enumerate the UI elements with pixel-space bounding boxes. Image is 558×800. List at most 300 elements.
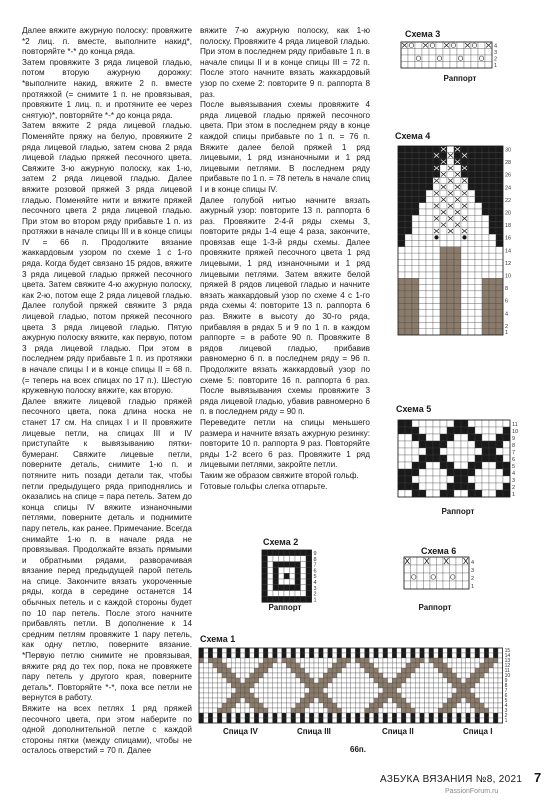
chart-cell [240, 718, 245, 723]
chart-cell [496, 241, 503, 247]
chart-cell [328, 668, 333, 673]
chart-row-number: 2 [504, 713, 508, 720]
chart-cell [374, 653, 379, 658]
chart-cell [405, 241, 412, 247]
chart-cell [213, 673, 218, 678]
chart-cell [342, 678, 347, 683]
schema2-title: Схема 2 [263, 537, 299, 547]
chart-cell [388, 673, 393, 678]
chart-cell [454, 420, 461, 427]
chart-cell [475, 329, 482, 335]
chart-cell [240, 653, 245, 658]
chart-cell [496, 253, 503, 259]
chart-cell [282, 683, 287, 688]
chart-cell [433, 259, 440, 265]
chart-cell [351, 673, 356, 678]
chart-cell [493, 703, 498, 708]
chart-cell [447, 291, 454, 297]
chart-cell [482, 441, 489, 448]
chart-cell [470, 663, 475, 668]
chart-cell [447, 304, 454, 310]
chart-cell [433, 476, 440, 483]
chart-cell [328, 648, 333, 653]
chart-cell [443, 55, 450, 62]
chart-cell [405, 434, 412, 441]
chart-row-number: 5 [313, 574, 317, 581]
chart-cell [480, 658, 485, 663]
chart-cell [489, 278, 496, 284]
chart-cell [199, 718, 204, 723]
chart-cell [426, 291, 433, 297]
chart-cell [461, 310, 468, 316]
chart-cell [461, 427, 468, 434]
chart-cell [222, 648, 227, 653]
chart-cell [461, 272, 468, 278]
chart-cell [213, 683, 218, 688]
chart-cell [401, 683, 406, 688]
chart-cell [277, 703, 282, 708]
chart-cell [365, 713, 370, 718]
chart-cell [279, 596, 285, 602]
chart-cell [378, 663, 383, 668]
chart-row-number: 9 [313, 551, 317, 557]
chart-row-number: 22 [505, 197, 512, 204]
chart-cell [457, 718, 462, 723]
chart-cell [424, 653, 429, 658]
chart-cell [489, 448, 496, 455]
chart-cell [412, 476, 419, 483]
chart-cell [406, 718, 411, 723]
chart-cell [447, 683, 452, 688]
chart-cell [236, 703, 241, 708]
chart-row-number: 10 [504, 673, 511, 680]
chart-cell [419, 434, 426, 441]
chart-cell [309, 673, 314, 678]
chart-cell [433, 329, 440, 335]
chart-cell [419, 278, 426, 284]
chart-cell [461, 420, 468, 427]
chart-cell [383, 718, 388, 723]
chart-cell [475, 297, 482, 303]
chart-row-number: 5 [504, 698, 508, 705]
chart-cell [323, 673, 328, 678]
chart-cell [461, 708, 466, 713]
chart-cell [277, 683, 282, 688]
chart-cell [397, 648, 402, 653]
chart-cell [222, 713, 227, 718]
chart-cell [301, 596, 307, 602]
chart-cell [454, 241, 461, 247]
chart-cell [301, 573, 307, 579]
chart-cell [475, 434, 482, 441]
chart-cell [268, 585, 274, 591]
chart-cell [493, 678, 498, 683]
chart-cell [406, 663, 411, 668]
chart-cell [332, 668, 337, 673]
chart-cell [412, 259, 419, 265]
chart-cell [250, 668, 255, 673]
chart-cell [429, 49, 436, 56]
chart-cell [420, 713, 425, 718]
chart-cell [503, 420, 510, 427]
chart-cell [412, 215, 419, 221]
chart-cell [273, 556, 279, 562]
chart-cell [470, 683, 475, 688]
chart-cell [365, 703, 370, 708]
chart-cell [332, 648, 337, 653]
chart-cell [342, 708, 347, 713]
chart-cell [199, 708, 204, 713]
chart-cell [489, 469, 496, 476]
chart-cell [419, 159, 426, 165]
chart-cell [489, 272, 496, 278]
chart-cell [475, 693, 480, 698]
chart-cell [314, 693, 319, 698]
chart-cell [438, 713, 443, 718]
chart-cell [475, 476, 482, 483]
chart-cell [426, 285, 433, 291]
chart-cell [383, 668, 388, 673]
chart-cell [426, 483, 433, 490]
chart-cell [254, 688, 259, 693]
chart-cell [411, 673, 416, 678]
chart-cell [332, 718, 337, 723]
chart-row-number: 8 [512, 443, 516, 450]
chart-cell [222, 718, 227, 723]
chart-cell [468, 190, 475, 196]
chart-cell [424, 678, 429, 683]
chart-cell [420, 663, 425, 668]
chart-cell [424, 698, 429, 703]
chart-cell [478, 62, 485, 69]
schema6-rapport: Раппорт [418, 603, 452, 612]
chart-cell [351, 658, 356, 663]
chart-cell [452, 713, 457, 718]
chart-cell [273, 668, 278, 673]
chart-cell [231, 663, 236, 668]
chart-cell [482, 448, 489, 455]
chart-cell [378, 668, 383, 673]
chart-cell [268, 693, 273, 698]
chart-cell [291, 653, 296, 658]
chart-cell [468, 455, 475, 462]
chart-row-number: 1 [504, 718, 508, 725]
chart-cell [273, 596, 279, 602]
chart-cell [398, 178, 405, 184]
chart-cell [262, 573, 268, 579]
chart-cell [482, 316, 489, 322]
chart-cell [213, 653, 218, 658]
chart-row-number: 2 [494, 56, 498, 63]
chart-cell [447, 253, 454, 259]
chart-cell [250, 683, 255, 688]
chart-cell [346, 663, 351, 668]
chart-cell [443, 693, 448, 698]
chart-cell [273, 579, 279, 585]
chart-cell [405, 196, 412, 202]
chart-cell [489, 297, 496, 303]
chart-cell [383, 678, 388, 683]
chart-cell [440, 253, 447, 259]
chart-cell [213, 708, 218, 713]
chart-cell [503, 427, 510, 434]
chart-cell [419, 247, 426, 253]
chart-cell [204, 648, 209, 653]
chart-cell [199, 683, 204, 688]
chart-cell [369, 698, 374, 703]
chart-cell [231, 688, 236, 693]
chart-cell [461, 329, 468, 335]
chart-cell [415, 62, 422, 69]
chart-cell [277, 708, 282, 713]
chart-cell [360, 668, 365, 673]
chart-cell [424, 713, 429, 718]
chart-cell [268, 708, 273, 713]
chart-cell [489, 247, 496, 253]
chart-cell [493, 668, 498, 673]
chart-cell [419, 253, 426, 259]
chart-cell [434, 713, 439, 718]
chart-cell [454, 490, 461, 497]
chart-cell [496, 310, 503, 316]
chart-cell [466, 653, 471, 658]
chart-cell [429, 55, 436, 62]
chart-cell [419, 266, 426, 272]
chart-cell [250, 703, 255, 708]
chart-cell [213, 668, 218, 673]
chart-cell [374, 648, 379, 653]
chart-cell [461, 490, 468, 497]
chart-cell [365, 648, 370, 653]
chart-cell [411, 708, 416, 713]
chart-cell [273, 693, 278, 698]
chart-cell [332, 698, 337, 703]
chart-row-number: 6 [313, 568, 317, 575]
chart-cell [199, 713, 204, 718]
chart-cell [365, 673, 370, 678]
col2-paragraph: Готовые гольфы слегка отпарьте. [200, 481, 328, 491]
chart-cell [447, 448, 454, 455]
chart-cell [240, 668, 245, 673]
chart-cell [412, 427, 419, 434]
chart-cell [319, 713, 324, 718]
chart-cell [457, 703, 462, 708]
chart-cell [231, 698, 236, 703]
chart-cell [405, 272, 412, 278]
chart-cell [227, 683, 232, 688]
chart-cell [245, 698, 250, 703]
chart-cell [482, 322, 489, 328]
chart-cell [493, 683, 498, 688]
chart-row-number: 3 [512, 478, 516, 485]
chart-cell [433, 278, 440, 284]
chart-cell [378, 678, 383, 683]
chart-cell [284, 591, 290, 597]
chart-cell [208, 678, 213, 683]
chart-cell [254, 718, 259, 723]
chart-cell [461, 209, 468, 215]
chart-cell [408, 55, 415, 62]
chart-cell [457, 42, 464, 49]
chart-cell [485, 62, 492, 69]
chart-cell [383, 653, 388, 658]
chart-cell [365, 658, 370, 663]
chart-cell [369, 678, 374, 683]
chart-cell [360, 708, 365, 713]
chart-cell [355, 698, 360, 703]
chart-cell [337, 713, 342, 718]
chart-cell [236, 693, 241, 698]
chart-cell [398, 462, 405, 469]
chart-cell [496, 234, 503, 240]
chart-cell [447, 673, 452, 678]
chart-cell [496, 483, 503, 490]
chart-cell [319, 688, 324, 693]
chart-cell [475, 648, 480, 653]
chart-cell [332, 658, 337, 663]
chart-cell [412, 285, 419, 291]
chart-cell [328, 658, 333, 663]
chart-cell [284, 567, 290, 573]
chart-cell [397, 658, 402, 663]
chart-cell [369, 703, 374, 708]
chart-cell [468, 272, 475, 278]
chart-cell [240, 678, 245, 683]
chart-cell [319, 693, 324, 698]
chart-cell [447, 222, 454, 228]
chart-cell [420, 693, 425, 698]
chart-cell [291, 673, 296, 678]
chart-cell [405, 146, 412, 152]
chart-cell [259, 668, 264, 673]
chart-cell [466, 683, 471, 688]
chart-cell [296, 668, 301, 673]
chart-cell [475, 215, 482, 221]
chart-cell [426, 152, 433, 158]
chart-cell [268, 556, 274, 562]
chart-cell [443, 573, 450, 581]
chart-cell [461, 678, 466, 683]
chart-cell [461, 184, 468, 190]
chart-cell [454, 291, 461, 297]
chart-cell [489, 455, 496, 462]
chart-cell [482, 304, 489, 310]
chart-cell [398, 285, 405, 291]
chart-cell [496, 316, 503, 322]
chart-cell [300, 683, 305, 688]
chart-cell [411, 557, 418, 565]
chart-cell [388, 653, 393, 658]
chart-cell [429, 708, 434, 713]
chart-cell [466, 693, 471, 698]
chart-cell [457, 698, 462, 703]
chart-cell [405, 259, 412, 265]
chart-cell [273, 718, 278, 723]
chart-cell [328, 673, 333, 678]
chart-cell [268, 658, 273, 663]
chart-cell [351, 708, 356, 713]
chart-cell [342, 668, 347, 673]
schema5-title: Схема 5 [396, 404, 432, 414]
chart-cell [286, 693, 291, 698]
chart-cell [454, 469, 461, 476]
chart-cell [470, 703, 475, 708]
chart-cell [461, 668, 466, 673]
chart-cell [328, 708, 333, 713]
chart-cell [236, 688, 241, 693]
chart-cell [342, 718, 347, 723]
chart-cell [420, 673, 425, 678]
chart-cell [398, 427, 405, 434]
chart-cell [405, 278, 412, 284]
chart-cell [461, 146, 468, 152]
chart-cell [412, 420, 419, 427]
chart-cell [405, 476, 412, 483]
chart-cell [419, 146, 426, 152]
chart-cell [301, 585, 307, 591]
chart-row-number: 26 [505, 172, 512, 179]
chart-cell [454, 152, 461, 158]
chart-cell [424, 693, 429, 698]
chart-cell [496, 297, 503, 303]
chart-cell [398, 476, 405, 483]
chart-cell [429, 663, 434, 668]
chart-cell [374, 683, 379, 688]
chart-cell [337, 678, 342, 683]
chart-cell [475, 259, 482, 265]
chart-cell [475, 427, 482, 434]
chart-cell [475, 718, 480, 723]
chart-cell [309, 658, 314, 663]
chart-cell [493, 673, 498, 678]
chart-cell [378, 703, 383, 708]
chart-cell [468, 310, 475, 316]
chart-cell [286, 668, 291, 673]
chart-cell [360, 663, 365, 668]
chart-cell [447, 441, 454, 448]
chart-cell [475, 278, 482, 284]
chart-cell [305, 653, 310, 658]
chart-cell [412, 316, 419, 322]
chart-cell [282, 678, 287, 683]
chart-cell [406, 673, 411, 678]
chart-cell [392, 698, 397, 703]
chart-cell [346, 698, 351, 703]
chart-cell [475, 272, 482, 278]
chart-cell [332, 688, 337, 693]
chart-cell [300, 678, 305, 683]
chart-cell [405, 304, 412, 310]
chart-cell [480, 678, 485, 683]
chart-cell [484, 688, 489, 693]
chart-cell [443, 658, 448, 663]
chart-cell [440, 178, 447, 184]
chart-cell [282, 698, 287, 703]
chart-cell [355, 678, 360, 683]
chart-cell [222, 673, 227, 678]
chart-cell [332, 663, 337, 668]
chart-cell [296, 663, 301, 668]
chart-row-number: 1 [505, 330, 509, 337]
chart-cell [475, 703, 480, 708]
chart-cell [437, 581, 444, 589]
chart-cell [314, 703, 319, 708]
chart-cell [429, 653, 434, 658]
chart-cell [291, 668, 296, 673]
chart-cell [447, 455, 454, 462]
chart-cell [332, 703, 337, 708]
chart-cell [447, 668, 452, 673]
